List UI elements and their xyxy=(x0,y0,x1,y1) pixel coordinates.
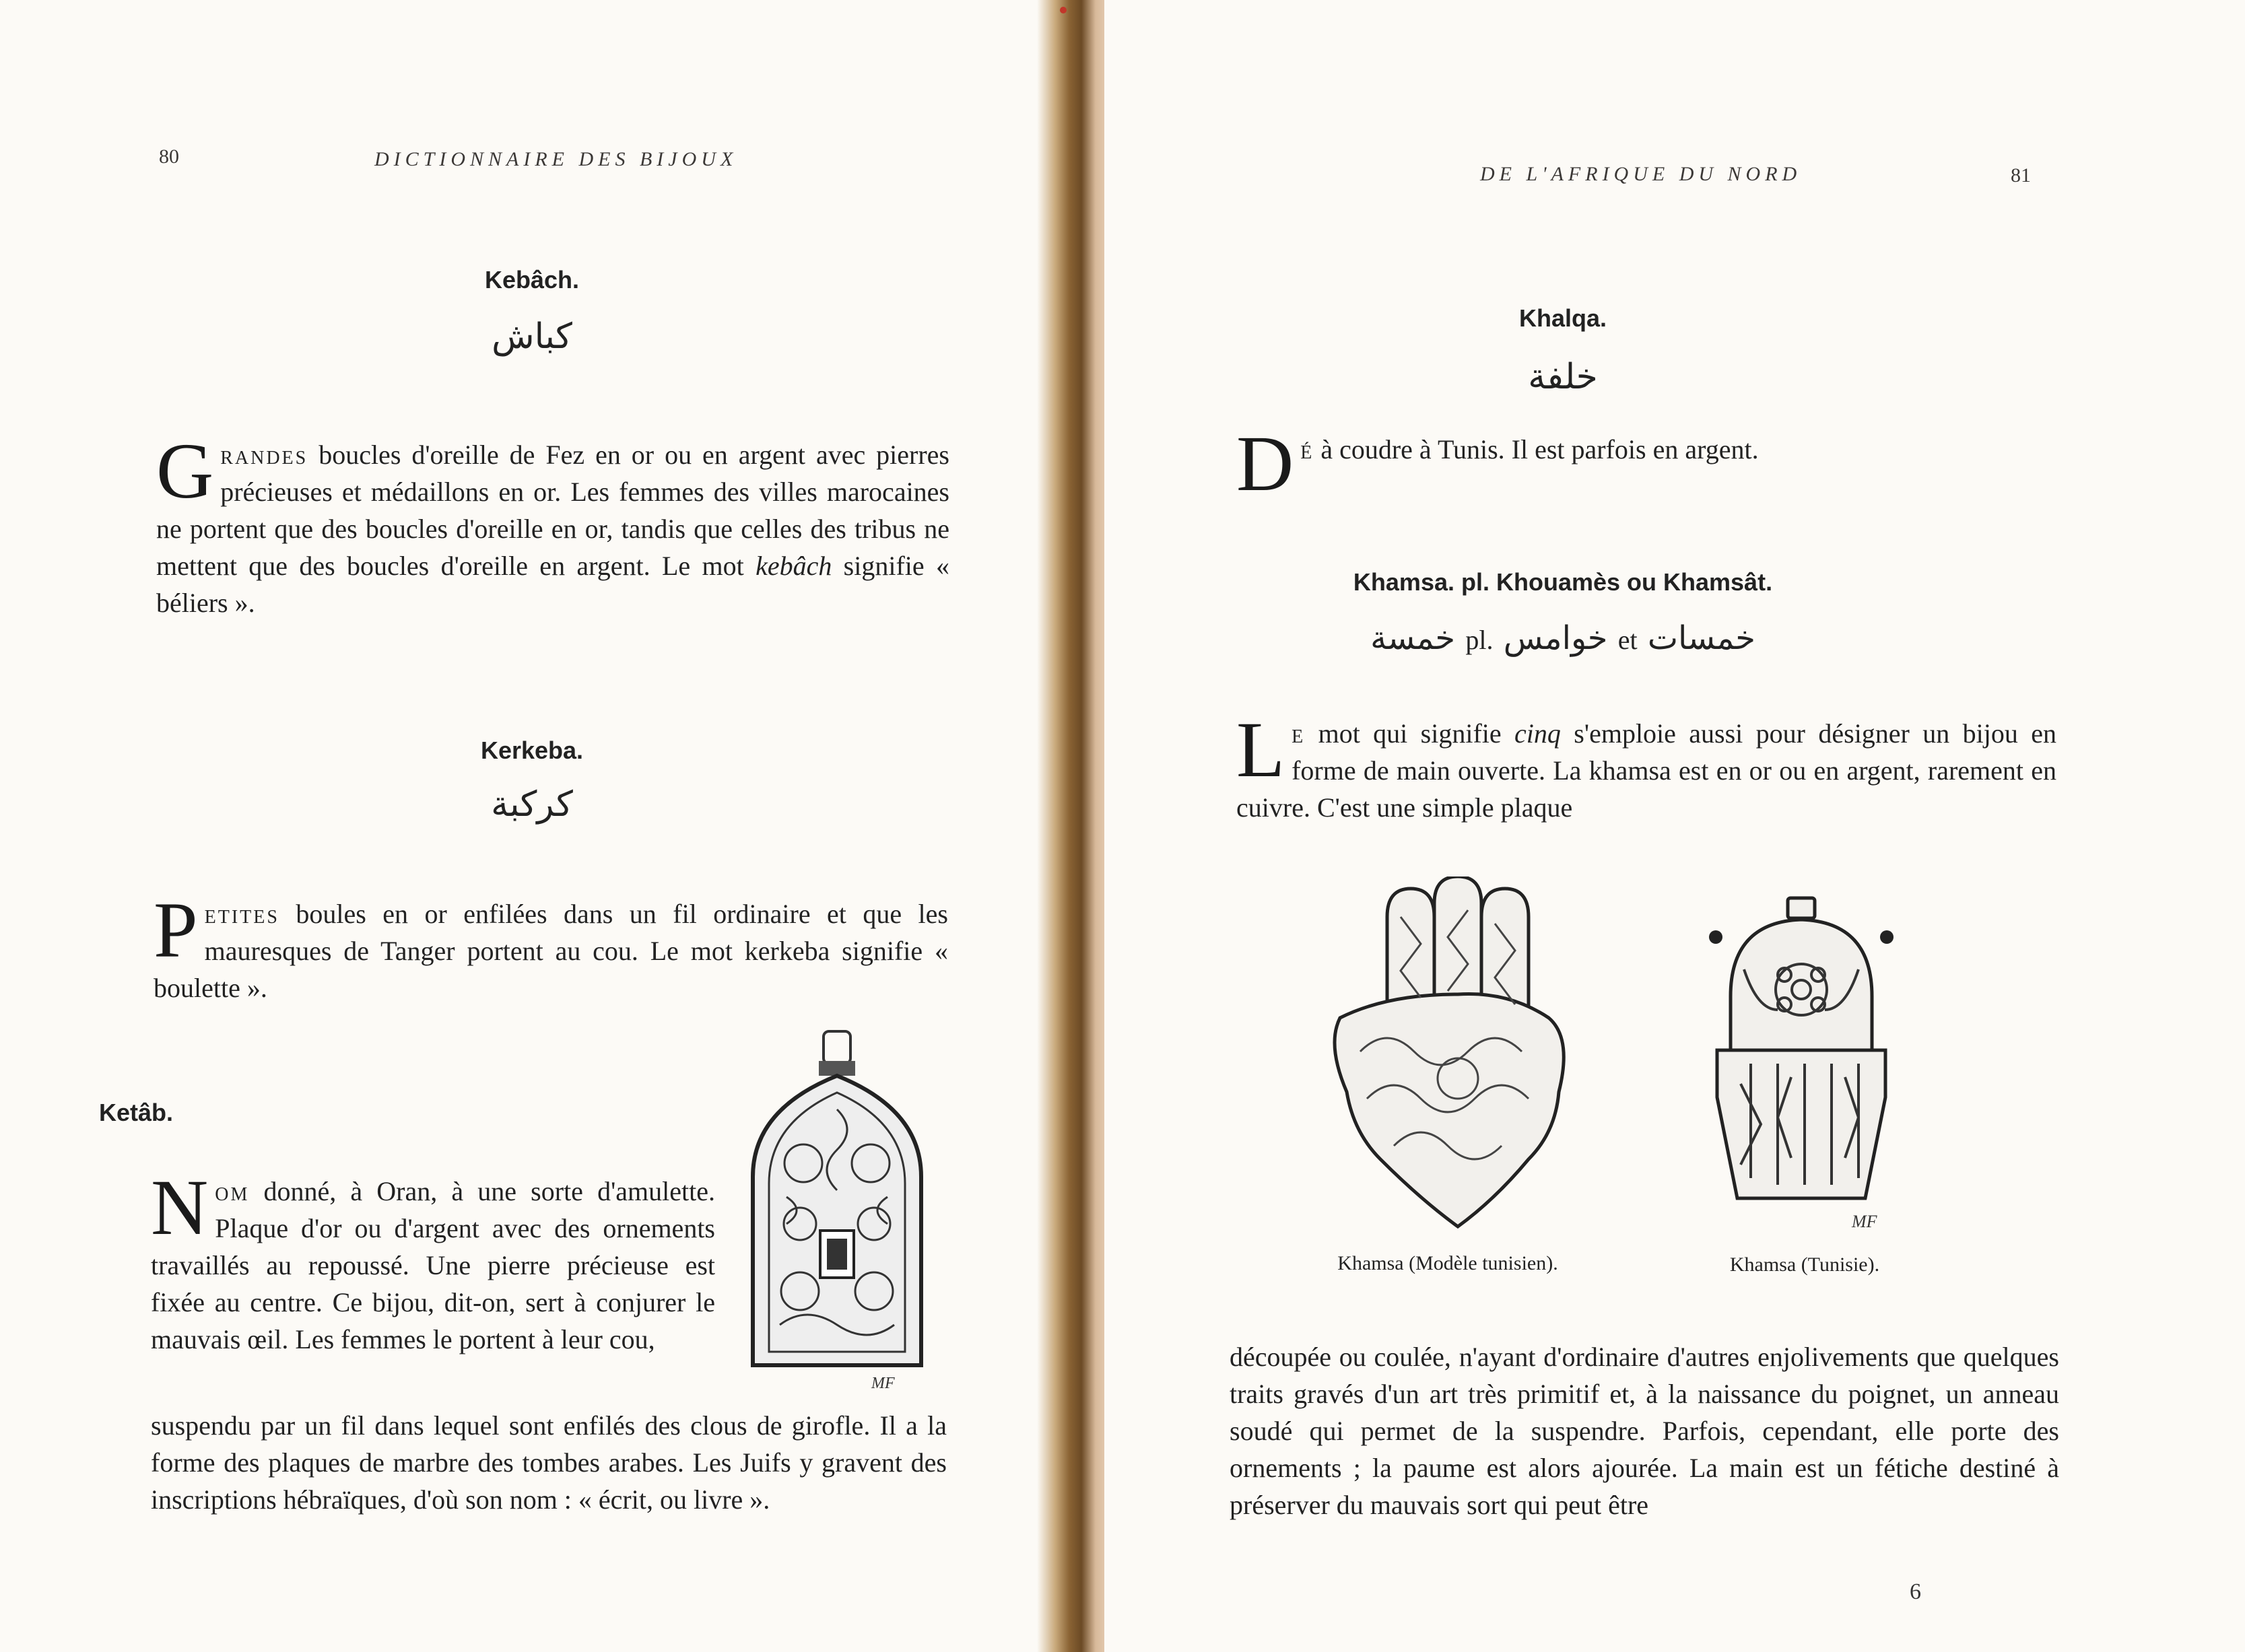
left-page xyxy=(0,0,1077,1652)
khamsa-tunisie-illustration xyxy=(1704,895,1899,1212)
figure-caption-2: Khamsa (Tunisie). xyxy=(1729,1253,1880,1276)
entry-text-kerkeba: Petites boules en or enfilées dans un fil ordinaire et que les mauresques de Tanger portent au cou. Le mot kerkeba signifie « boulette ». xyxy=(154,886,948,1003)
entry-title-khamsa: Khamsa. pl. Khouamès ou Khamsât. xyxy=(1353,568,1773,596)
entry-text-ketab-a: Nom donné, à Oran, à une sorte d'amulette. Plaque d'or ou d'argent avec des ornements travaillés au repoussé. Une pierre précieuse est fixée au centre. Ce bijou, dit-on, sert à conjurer le mauvais œil. Les femmes le portent à leur cou, xyxy=(151,1163,715,1354)
entry-title-ketab: Ketâb. xyxy=(98,1099,174,1126)
entry-text-khamsa-a: Le mot qui signifie cinq s'emploie aussi pour désigner un bijou en forme de main ouverte. La khamsa est en or ou en argent, rarement en cuivre. C'est une simple plaque xyxy=(1236,705,2056,823)
entry-text-kebach: Grandes boucles d'oreille de Fez en or ou en argent avec pierres précieuses et médaillons en or. Les femmes des villes marocaines ne portent que des boucles d'oreille en or, tandis que celles des tribus ne mettent que des boucles d'oreille en argent. Le mot kebâch signifie « béliers ». xyxy=(156,427,950,618)
arabic-khalqa: خلفة xyxy=(1528,357,1598,397)
arabic-kebach: كباش xyxy=(492,316,572,357)
entry-text-khamsa-b: découpée ou coulée, n'ayant d'ordinaire d'autres enjolivements que quelques traits gravés d'un art très primitif et, à la naissance du poignet, un anneau soudé qui permet de la suspendre. Parfois, cependant, elle porte des ornements ; la paume est alors ajourée. La main est un fétiche destiné à préserver du mauvais sort qui peut être xyxy=(1230,1342,2059,1520)
figure-caption-1: Khamsa (Modèle tunisien). xyxy=(1337,1252,1558,1274)
entry-text-ketab-b: suspendu par un fil dans lequel sont enfilés des clous de girofle. Il a la forme des plaques de marbre des tombes arabes. Les Juifs y gravent des inscriptions hébraïques, d'où son nom : « écrit, ou livre ». xyxy=(151,1410,947,1515)
entry-title-kerkeba: Kerkeba. xyxy=(480,736,584,764)
signature-number: 6 xyxy=(1910,1579,1921,1604)
ketab-pendant-illustration xyxy=(739,1029,955,1379)
entry-text-khalqa: Dé à coudre à Tunis. Il est parfois en argent. xyxy=(1236,419,1759,508)
arabic-khamsa: خمسة pl. خوامس et خمسات xyxy=(1370,619,1755,657)
right-page xyxy=(1104,0,2245,1652)
dropcap: G xyxy=(156,427,214,515)
gutter-mark xyxy=(1060,7,1067,13)
entry-title-khalqa: Khalqa. xyxy=(1518,304,1607,332)
running-head-left: DICTIONNAIRE DES BIJOUX xyxy=(374,148,738,170)
running-head-right: DE L'AFRIQUE DU NORD xyxy=(1480,163,1802,185)
arabic-kerkeba: كركبة xyxy=(491,784,573,825)
page-number-right: 81 xyxy=(2011,164,2031,186)
khamsa-tunisian-illustration xyxy=(1327,876,1569,1240)
artist-monogram-right: MF xyxy=(1852,1212,1877,1231)
page-number-left: 80 xyxy=(159,145,179,168)
entry-title-kebach: Kebâch. xyxy=(484,266,580,294)
artist-monogram-left: MF xyxy=(871,1375,895,1392)
